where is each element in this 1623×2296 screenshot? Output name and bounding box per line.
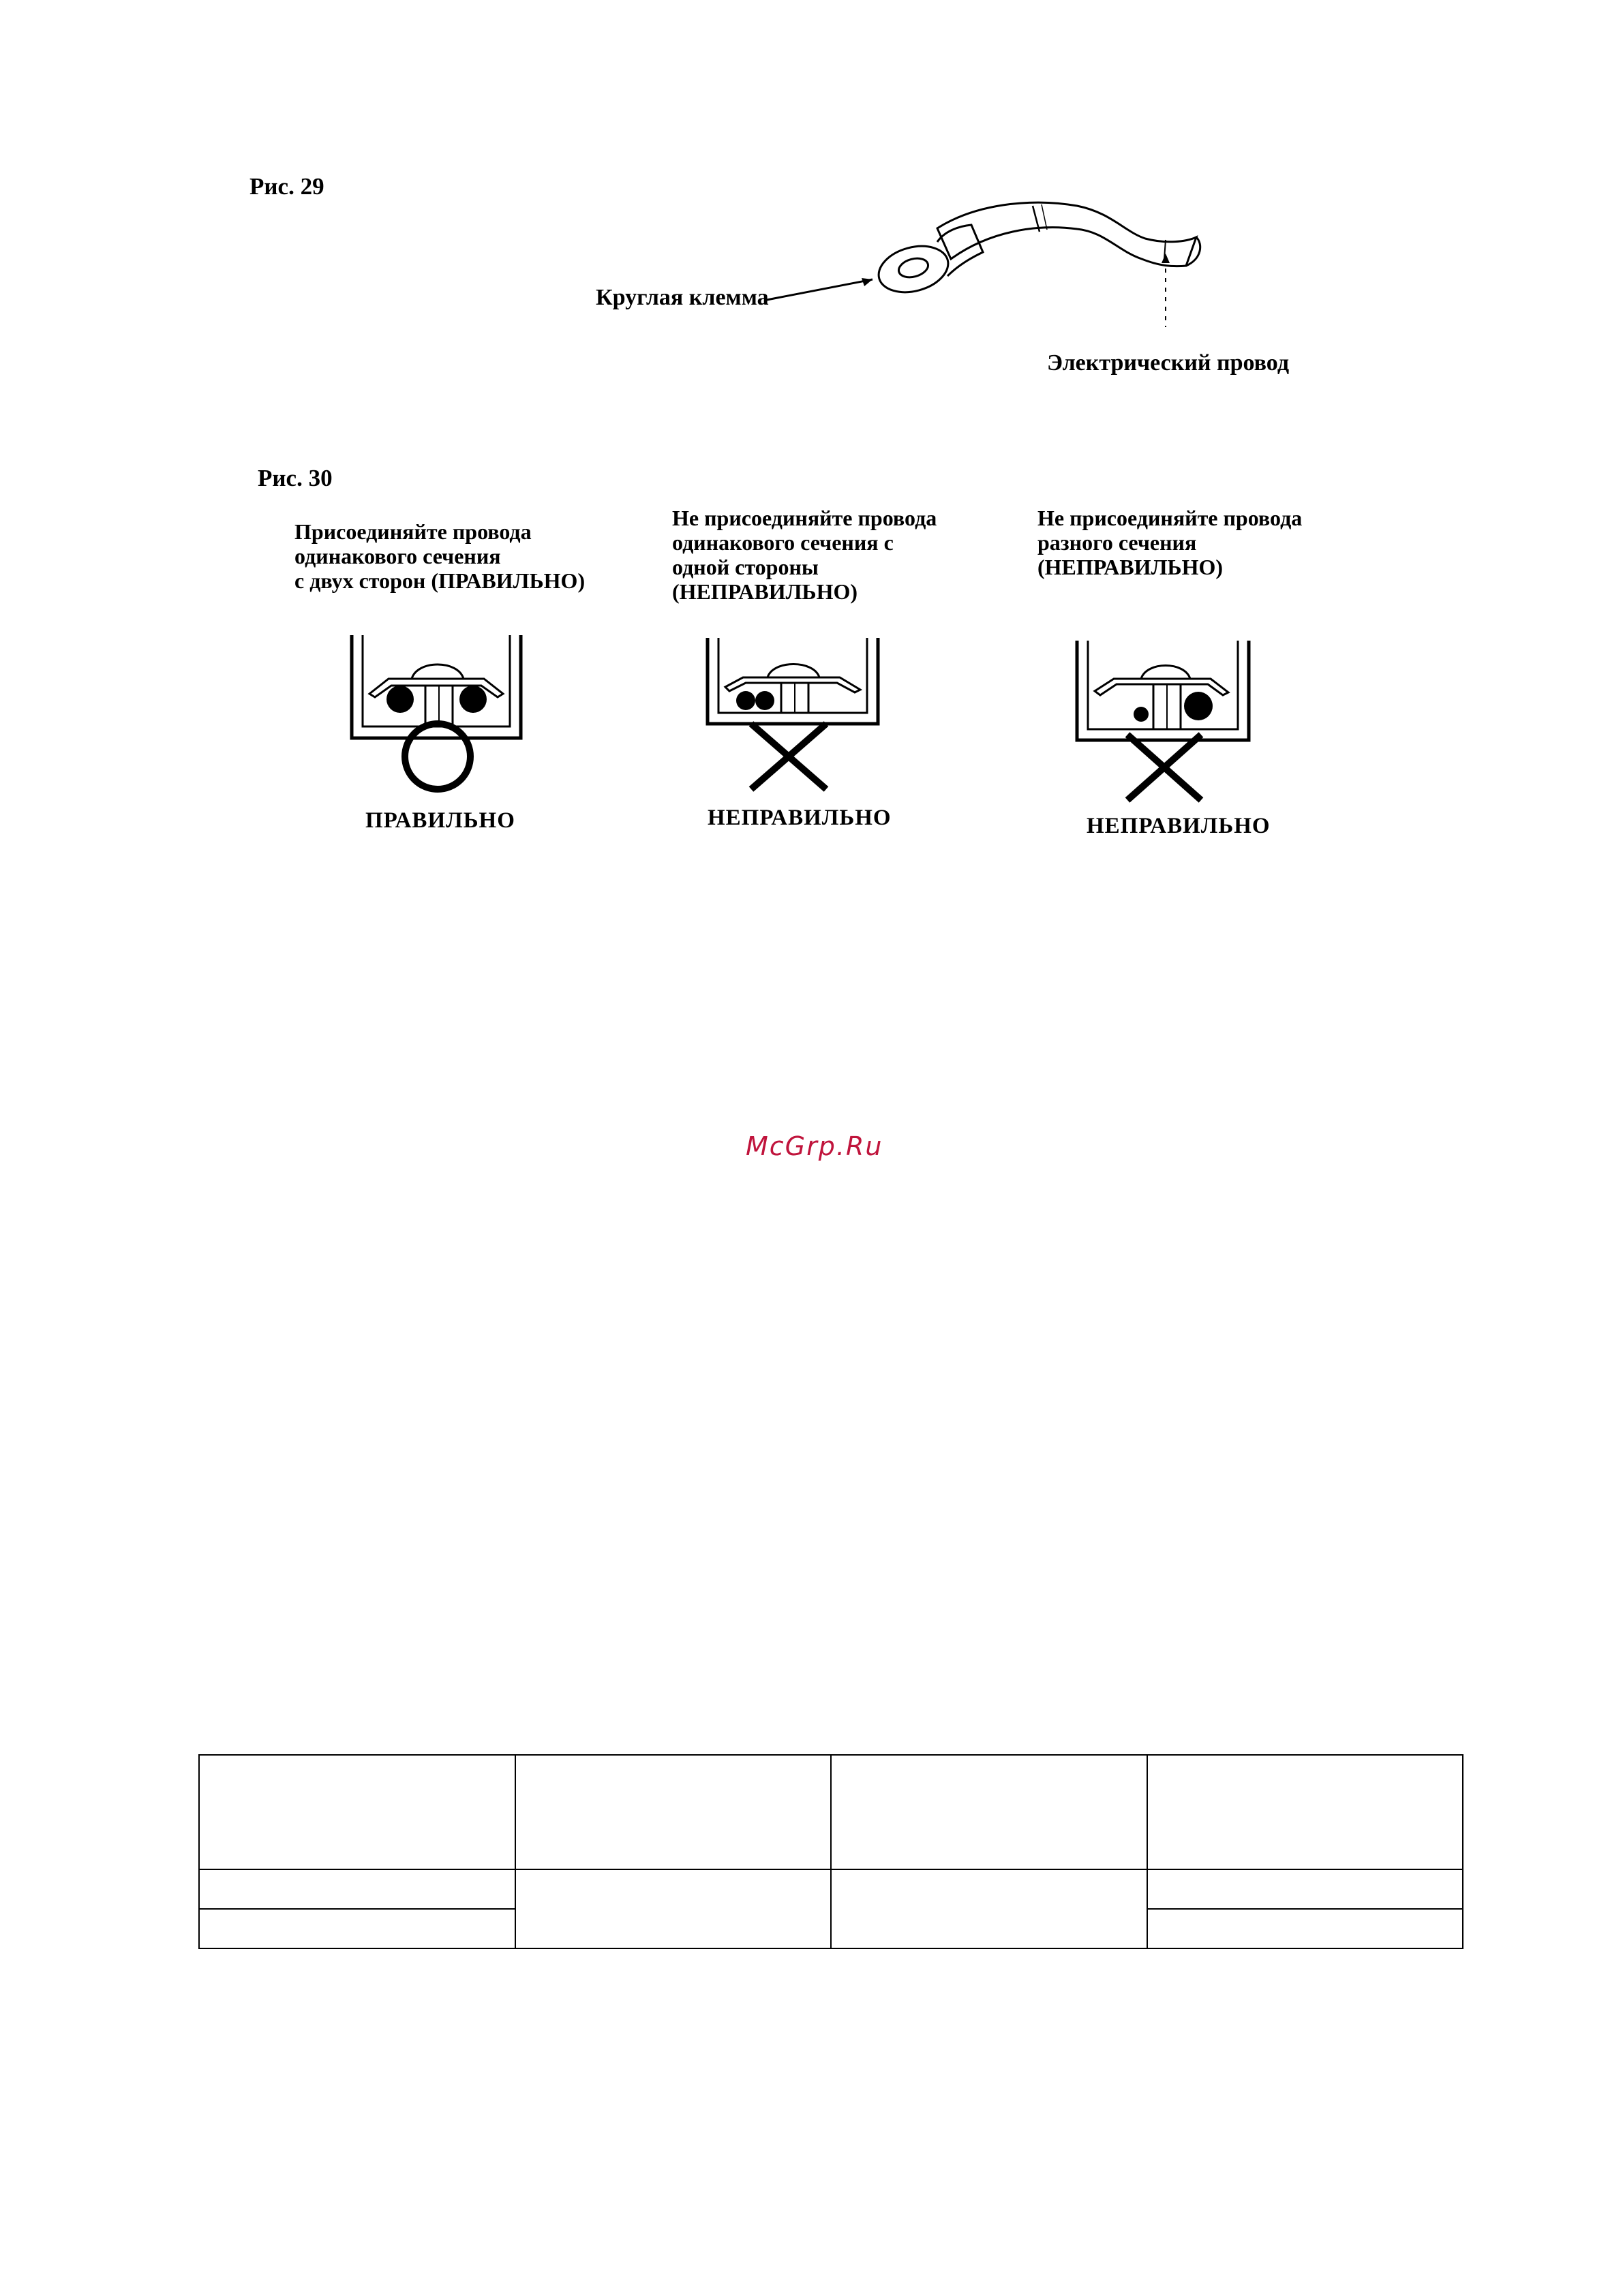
table-cell [1147,1755,1463,1869]
panel-1-caption-line: Присоединяйте провода [294,519,532,544]
wire-large [1184,692,1213,720]
panel-2-caption-line: одной стороны [672,555,819,579]
panel-1-caption [294,519,585,593]
wire-left-a [736,691,755,710]
fig30-label: Рис. 30 [258,465,333,491]
table-cell [1147,1869,1463,1909]
clamp-plate [725,677,860,692]
panel-1-verdict: ПРАВИЛЬНО [365,808,515,833]
wire-small [1134,707,1149,722]
table-cell [199,1909,515,1948]
panel-1-caption-line: одинакового сечения [294,544,501,568]
panel-3-caption-line: Не присоединяйте провода [1037,506,1303,530]
panel-2-verdict: НЕПРАВИЛЬНО [708,806,892,830]
panel-2-caption-line: одинакового сечения с [672,530,894,555]
table-cell [199,1869,515,1909]
screw-head [768,664,819,678]
cross-wrong-icon [751,724,826,789]
ring-terminal-wire-drawing [804,164,1268,341]
wire-left-b [755,691,774,710]
table-cell [515,1869,832,1948]
panel-2-caption [672,506,937,604]
terminal-label: Круглая клемма [596,285,769,310]
terminal-block [1077,641,1249,740]
fig29-label: Рис. 29 [249,173,324,200]
screw-head [1141,666,1190,679]
panel-3-caption-line: разного сечения [1037,530,1197,555]
circle-correct-icon [405,724,470,789]
panel-2-terminal-diagram [705,635,883,792]
panel-2-caption-line: Не присоединяйте провода [672,506,937,530]
table-cell [515,1755,832,1869]
sleeve-line-2 [1042,204,1047,230]
panel-3-terminal-diagram [1074,638,1254,801]
ring-terminal-hole [896,256,930,281]
clamp-plate [1095,679,1228,695]
panel-1-terminal-diagram [349,632,526,796]
table-cell [1147,1909,1463,1948]
table-cell [199,1755,515,1869]
terminal-leader-arrow [862,278,873,286]
cross-wrong-icon [1127,735,1201,800]
screw-head [412,664,464,679]
table-cell [831,1869,1147,1948]
terminal-leader-line [767,279,873,300]
wire-label: Электрический провод [1047,350,1290,376]
panel-3-caption-line: (НЕПРАВИЛЬНО) [1037,555,1224,579]
crimp-barrel [937,225,983,276]
panel-1-caption-line: с двух сторон (ПРАВИЛЬНО) [294,568,586,593]
terminal-block [708,638,878,724]
panel-3-verdict: НЕПРАВИЛЬНО [1087,814,1271,838]
wire-left [386,686,414,713]
wire-leader-arrow [1162,254,1170,263]
ring-terminal-outer [873,239,953,300]
table-cell [831,1755,1147,1869]
panel-2-caption-line: (НЕПРАВИЛЬНО) [672,579,858,604]
wire-right [459,686,487,713]
empty-form-table [198,1754,1463,1949]
watermark-text: McGrp.Ru [746,1131,883,1161]
panel-3-caption [1037,506,1302,579]
